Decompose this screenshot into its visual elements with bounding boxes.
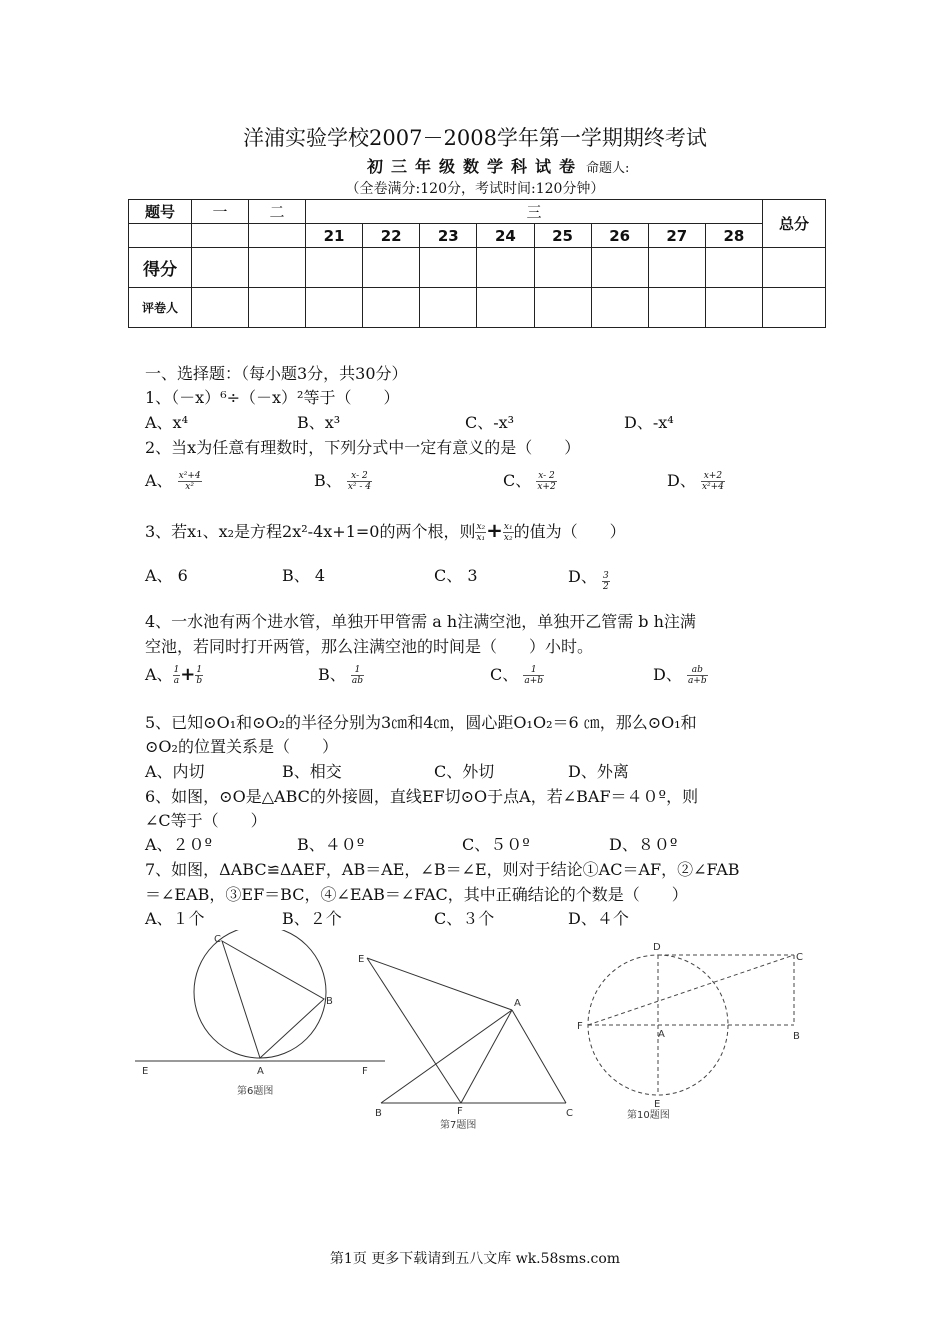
sub-header: 23 [420, 224, 477, 248]
grader-cell[interactable] [249, 288, 306, 328]
q3-option-a: A、 6 [145, 566, 188, 585]
triangle-abc [222, 941, 324, 1058]
score-cell[interactable] [420, 248, 477, 288]
row-grader-label: 评卷人 [129, 288, 192, 328]
fraction: $\frac{1}{a}$ [173, 665, 180, 686]
q6-option-b: B、４０º [297, 835, 365, 854]
q4-option-a [145, 662, 203, 686]
q7-option-a: A、１个 [145, 909, 205, 928]
score-cell[interactable] [477, 248, 534, 288]
segment-ac [512, 1010, 566, 1103]
plus-sign: + [486, 518, 503, 542]
grader-cell[interactable] [591, 288, 648, 328]
label-b: B [793, 1031, 800, 1042]
q1-option-d: D、-x⁴ [624, 413, 674, 432]
label-e: E [142, 1066, 149, 1077]
exam-note: （全卷满分:120分，考试时间:120分钟） [345, 181, 605, 197]
segment-af [461, 1010, 512, 1103]
label-a: A [514, 998, 521, 1009]
fraction: $\frac{x- 2}{\text{x² - 4}}$ [347, 471, 372, 492]
label-f: F [362, 1066, 368, 1077]
score-cell[interactable] [249, 248, 306, 288]
fraction: $\frac{\text{x₁}}{\text{x₂}}$ [503, 522, 513, 543]
q4-option-c [490, 662, 544, 686]
figure-7 [352, 945, 584, 1135]
header-question-no: 题号 [129, 200, 192, 224]
plus-sign: + [180, 664, 196, 685]
q2-option-c [503, 468, 557, 492]
exam-subtitle: 初三年级数学科试卷 [366, 157, 583, 176]
sub-header: 21 [306, 224, 363, 248]
fraction: $\frac{\text{x²+4}}{\text{x²}}$ [178, 471, 201, 492]
q4-option-b [318, 662, 364, 686]
q4-option-d [653, 662, 708, 686]
q2-option-b [314, 468, 372, 492]
label-b: B [326, 996, 333, 1007]
blank-cell [129, 224, 192, 248]
sub-header: 22 [363, 224, 420, 248]
q2-d-label: D、 [667, 471, 696, 490]
q5-option-d: D、外离 [568, 762, 629, 781]
question-6-line1: 6、如图，⊙O是△ABC的外接圆，直线EF切⊙O于点A，若∠BAF＝４０º，则 [145, 787, 699, 806]
label-e: E [358, 954, 365, 965]
fraction: $\frac{\text{x₂}}{\text{x₁}}$ [476, 522, 486, 543]
header-section-1: 一 [192, 200, 249, 224]
q5-option-a: A、内切 [145, 762, 205, 781]
grader-cell[interactable] [534, 288, 591, 328]
question-5-line2: ⊙O₂的位置关系是（ ） [145, 737, 338, 756]
sub-header: 26 [591, 224, 648, 248]
segment-ef [367, 958, 461, 1103]
q6-option-a: A、２０º [145, 835, 213, 854]
figure-10-caption: 第10题图 [627, 1110, 670, 1121]
grader-cell[interactable] [306, 288, 363, 328]
q3-post: 的值为（ ） [513, 522, 626, 541]
fraction: $\frac{ab}{a+b}$ [687, 665, 707, 686]
header-total: 总分 [763, 200, 826, 248]
q4-a-label: A、 [145, 665, 173, 684]
q4-c-label: C、 [490, 665, 519, 684]
circle-o [194, 930, 326, 1058]
section-title: 一、选择题：（每小题3分，共30分） [145, 364, 408, 383]
q4-b-label: B、 [318, 665, 346, 684]
question-4-line1: 4、一水池有两个进水管，单独开甲管需 a h注满空池，单独开乙管需 b h注满 [145, 612, 696, 631]
sub-header: 28 [705, 224, 762, 248]
grader-cell[interactable] [363, 288, 420, 328]
q2-a-label: A、 [145, 471, 173, 490]
row-score-label: 得分 [129, 248, 192, 288]
figure-7-caption: 第7题图 [440, 1120, 477, 1131]
score-table [128, 199, 826, 328]
label-b: B [375, 1108, 382, 1119]
label-a: A [257, 1066, 264, 1077]
label-c: C [566, 1108, 573, 1119]
score-cell[interactable] [192, 248, 249, 288]
figure-6-caption: 第6题图 [237, 1086, 274, 1097]
fraction: $\frac{x+2}{\text{x²+4}}$ [701, 471, 724, 492]
score-cell[interactable] [534, 248, 591, 288]
q1-option-c: C、-x³ [465, 413, 515, 432]
question-5-line1: 5、已知⊙O₁和⊙O₂的半径分别为3㎝和4㎝，圆心距O₁O₂＝6 ㎝，那么⊙O₁和 [145, 713, 697, 732]
score-cell[interactable] [705, 248, 762, 288]
score-cell[interactable] [648, 248, 705, 288]
q5-option-b: B、相交 [282, 762, 342, 781]
fraction: $\frac{1}{b}$ [196, 665, 203, 686]
label-e: E [654, 1099, 661, 1110]
question-2: 2、当x为任意有理数时，下列分式中一定有意义的是（ ） [145, 438, 581, 457]
grader-cell[interactable] [477, 288, 534, 328]
question-7-line1: 7、如图，ΔABC≌ΔAEF，AB＝AE，∠B＝∠E，则对于结论①AC＝AF，②∠FAB [145, 860, 740, 879]
sub-header: 27 [648, 224, 705, 248]
label-c: C [214, 934, 221, 945]
q4-d-label: D、 [653, 665, 682, 684]
fraction: $\frac{3}{2}$ [602, 571, 609, 592]
figure-6 [130, 930, 390, 1105]
q3-option-d [568, 563, 610, 592]
q3-d-label: D、 [568, 567, 597, 586]
header-section-2: 二 [249, 200, 306, 224]
segment-fc [588, 955, 794, 1025]
q1-option-b: B、x³ [297, 413, 341, 432]
q3-pre: 3、若x₁、x₂是方程2x²-4x+1=0的两个根，则 [145, 522, 476, 541]
grader-cell[interactable] [420, 288, 477, 328]
blank-cell [249, 224, 306, 248]
grader-cell[interactable] [648, 288, 705, 328]
question-6-line2: ∠C等于（ ） [145, 811, 267, 830]
q3-option-b: B、 4 [282, 566, 326, 585]
grader-cell[interactable] [763, 288, 826, 328]
score-cell[interactable] [763, 248, 826, 288]
question-7-line2: ＝∠EAB，③EF＝BC，④∠EAB＝∠FAC，其中正确结论的个数是（ ） [145, 885, 688, 904]
exam-title: 洋浦实验学校2007－2008学年第一学期期终考试 [243, 126, 707, 150]
q7-option-c: C、３个 [434, 909, 495, 928]
score-cell[interactable] [591, 248, 648, 288]
q1-option-a: A、x⁴ [145, 413, 188, 432]
label-c: C [796, 952, 803, 963]
grader-cell[interactable] [705, 288, 762, 328]
fraction: $\frac{1}{ab}$ [351, 665, 363, 686]
blank-cell [192, 224, 249, 248]
fraction: $\frac{1}{a+b}$ [524, 665, 544, 686]
score-cell[interactable] [306, 248, 363, 288]
question-1: 1、（－x）⁶÷（－x）²等于（ ） [145, 388, 400, 407]
figure-10 [570, 935, 820, 1125]
label-d: D [653, 942, 661, 953]
question-3 [145, 518, 626, 543]
segment-ab [381, 1010, 512, 1103]
q3-option-c: C、 3 [434, 566, 478, 585]
q5-option-c: C、外切 [434, 762, 495, 781]
header-section-3: 三 [306, 200, 763, 224]
label-f: F [577, 1021, 583, 1032]
setter-label: 命题人: [586, 161, 630, 176]
sub-header: 24 [477, 224, 534, 248]
q7-option-b: B、２个 [282, 909, 342, 928]
q2-c-label: C、 [503, 471, 532, 490]
question-4-line2: 空池，若同时打开两管，那么注满空池的时间是（ ）小时。 [145, 637, 594, 656]
q6-option-d: D、８０º [609, 835, 678, 854]
grader-cell[interactable] [192, 288, 249, 328]
q6-option-c: C、５０º [462, 835, 530, 854]
q2-option-a [145, 468, 202, 492]
q2-option-d [667, 468, 725, 492]
label-a: A [658, 1029, 665, 1040]
label-f: F [457, 1106, 463, 1117]
fraction: $\frac{x- 2}{x+2}$ [537, 471, 556, 492]
segment-ea [367, 958, 512, 1010]
q2-b-label: B、 [314, 471, 342, 490]
q7-option-d: D、４个 [568, 909, 629, 928]
page-footer: 第1页 更多下载请到五八文库 wk.58sms.com [329, 1251, 621, 1267]
score-cell[interactable] [363, 248, 420, 288]
sub-header: 25 [534, 224, 591, 248]
